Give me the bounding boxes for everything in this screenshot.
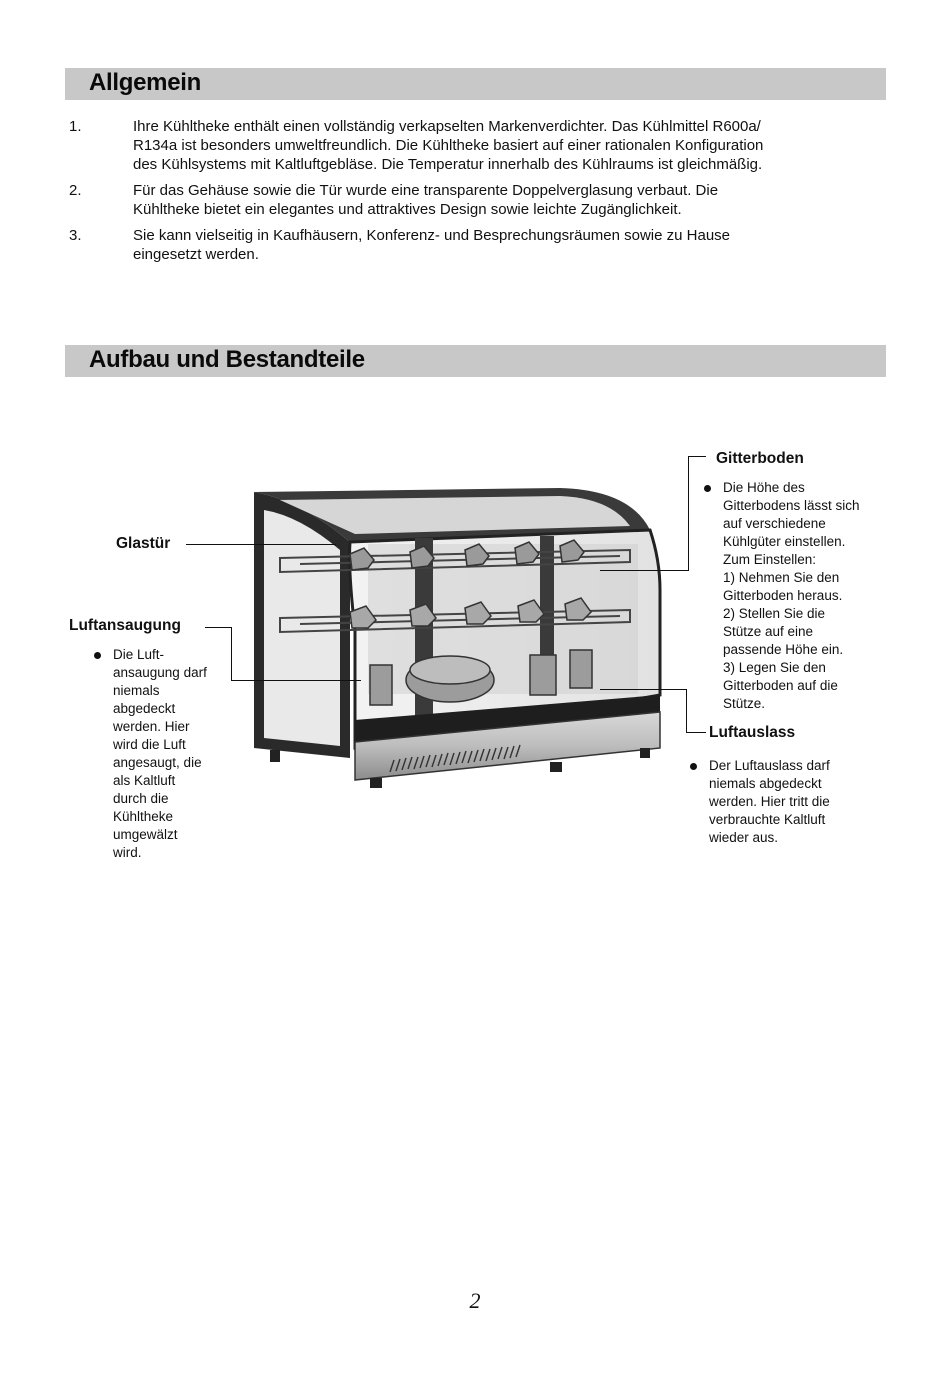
text-line: Die Höhe des — [723, 480, 805, 495]
leader-glastuer — [186, 544, 336, 545]
text-line: Kühlgüter einstellen. — [723, 534, 846, 549]
text-line: Gitterboden heraus. — [723, 588, 843, 603]
label-gitterboden: Gitterboden — [716, 450, 804, 467]
leader-luftansaugung — [205, 627, 232, 628]
item-number: 2. — [69, 182, 82, 199]
label-luftauslass: Luftauslass — [709, 724, 796, 741]
gitterboden-description — [723, 479, 860, 713]
bullet-icon — [94, 652, 101, 659]
text-line: Gitterbodens lässt sich — [723, 498, 860, 513]
item-line: des Kühlsystems mit Kaltluftgebläse. Die Temperatur innerhalb des Kühlraums ist gleichmäßig. — [133, 156, 763, 173]
text-line: 3) Legen Sie den — [723, 660, 826, 675]
page-number: 2 — [469, 1288, 481, 1313]
bullet-icon — [690, 763, 697, 770]
item-number: 1. — [69, 118, 82, 135]
text-line: niemals abgedeckt — [709, 776, 822, 791]
text-line: Kühltheke — [113, 809, 174, 824]
text-line: abgedeckt — [113, 701, 176, 716]
leader-gitterboden-v — [688, 456, 689, 571]
leader-luftansaugung-h — [231, 680, 361, 681]
leader-luftansaugung-v — [231, 627, 232, 681]
text-line: Der Luftauslass darf — [709, 758, 830, 773]
text-line: umgewälzt — [113, 827, 178, 842]
section-title: Aufbau und Bestandteile — [89, 346, 365, 373]
text-line: 1) Nehmen Sie den — [723, 570, 840, 585]
item-line: eingesetzt werden. — [133, 246, 259, 263]
text-line: Gitterboden auf die — [723, 678, 838, 693]
text-line: Zum Einstellen: — [723, 552, 817, 567]
text-line: auf verschiedene — [723, 516, 826, 531]
item-number: 3. — [69, 227, 82, 244]
text-line: wird. — [113, 845, 142, 860]
item-line: Kühltheke bietet ein elegantes und attraktives Design sowie leichte Zugänglichkeit. — [133, 201, 682, 218]
left-side-glass — [264, 510, 340, 746]
luftauslass-description — [709, 757, 830, 847]
label-glastuer: Glastür — [116, 535, 171, 552]
text-line: Stütze auf eine — [723, 624, 814, 639]
text-line: ansaugung darf — [113, 665, 207, 680]
bullet-icon — [704, 485, 711, 492]
list-item — [65, 117, 895, 174]
text-line: wird die Luft — [113, 737, 186, 752]
luftansaugung-description — [113, 646, 207, 862]
text-line: niemals — [113, 683, 160, 698]
text-line: wieder aus. — [709, 830, 779, 845]
section-header-allgemein — [65, 68, 886, 100]
leader-luftauslass-h — [600, 689, 686, 690]
text-line: durch die — [113, 791, 169, 806]
item-line: Sie kann vielseitig in Kaufhäusern, Konferenz- und Besprechungsräumen sowie zu Hause — [133, 227, 731, 244]
text-line: 2) Stellen Sie die — [723, 606, 826, 621]
section-header-aufbau — [65, 345, 886, 377]
text-line: angesaugt, die — [113, 755, 202, 770]
display-case-illustration — [240, 480, 680, 790]
text-line: werden. Hier — [113, 719, 190, 734]
leader-luftauslass-v — [686, 689, 687, 733]
leader-gitterboden — [688, 456, 706, 457]
section-title: Allgemein — [89, 69, 201, 96]
text-line: als Kaltluft — [113, 773, 176, 788]
allgemein-list — [65, 117, 895, 271]
label-luftansaugung: Luftansaugung — [69, 617, 181, 634]
text-line: passende Höhe ein. — [723, 642, 844, 657]
leader-gitterboden-h — [600, 570, 689, 571]
list-item — [65, 181, 895, 219]
text-line: Die Luft- — [113, 647, 165, 662]
list-item — [65, 226, 895, 264]
item-line: Für das Gehäuse sowie die Tür wurde eine transparente Doppelverglasung verbaut. Die — [133, 182, 719, 199]
text-line: verbrauchte Kaltluft — [709, 812, 826, 827]
item-line: R134a ist besonders umweltfreundlich. Die Kühltheke basiert auf einer rationalen Konfiguration — [133, 137, 764, 154]
text-line: werden. Hier tritt die — [709, 794, 830, 809]
item-line: Ihre Kühltheke enthält einen vollständig verkapselten Markenverdichter. Das Kühlmittel R600a/ — [133, 118, 761, 135]
leader-luftauslass — [686, 732, 706, 733]
text-line: Stütze. — [723, 696, 766, 711]
